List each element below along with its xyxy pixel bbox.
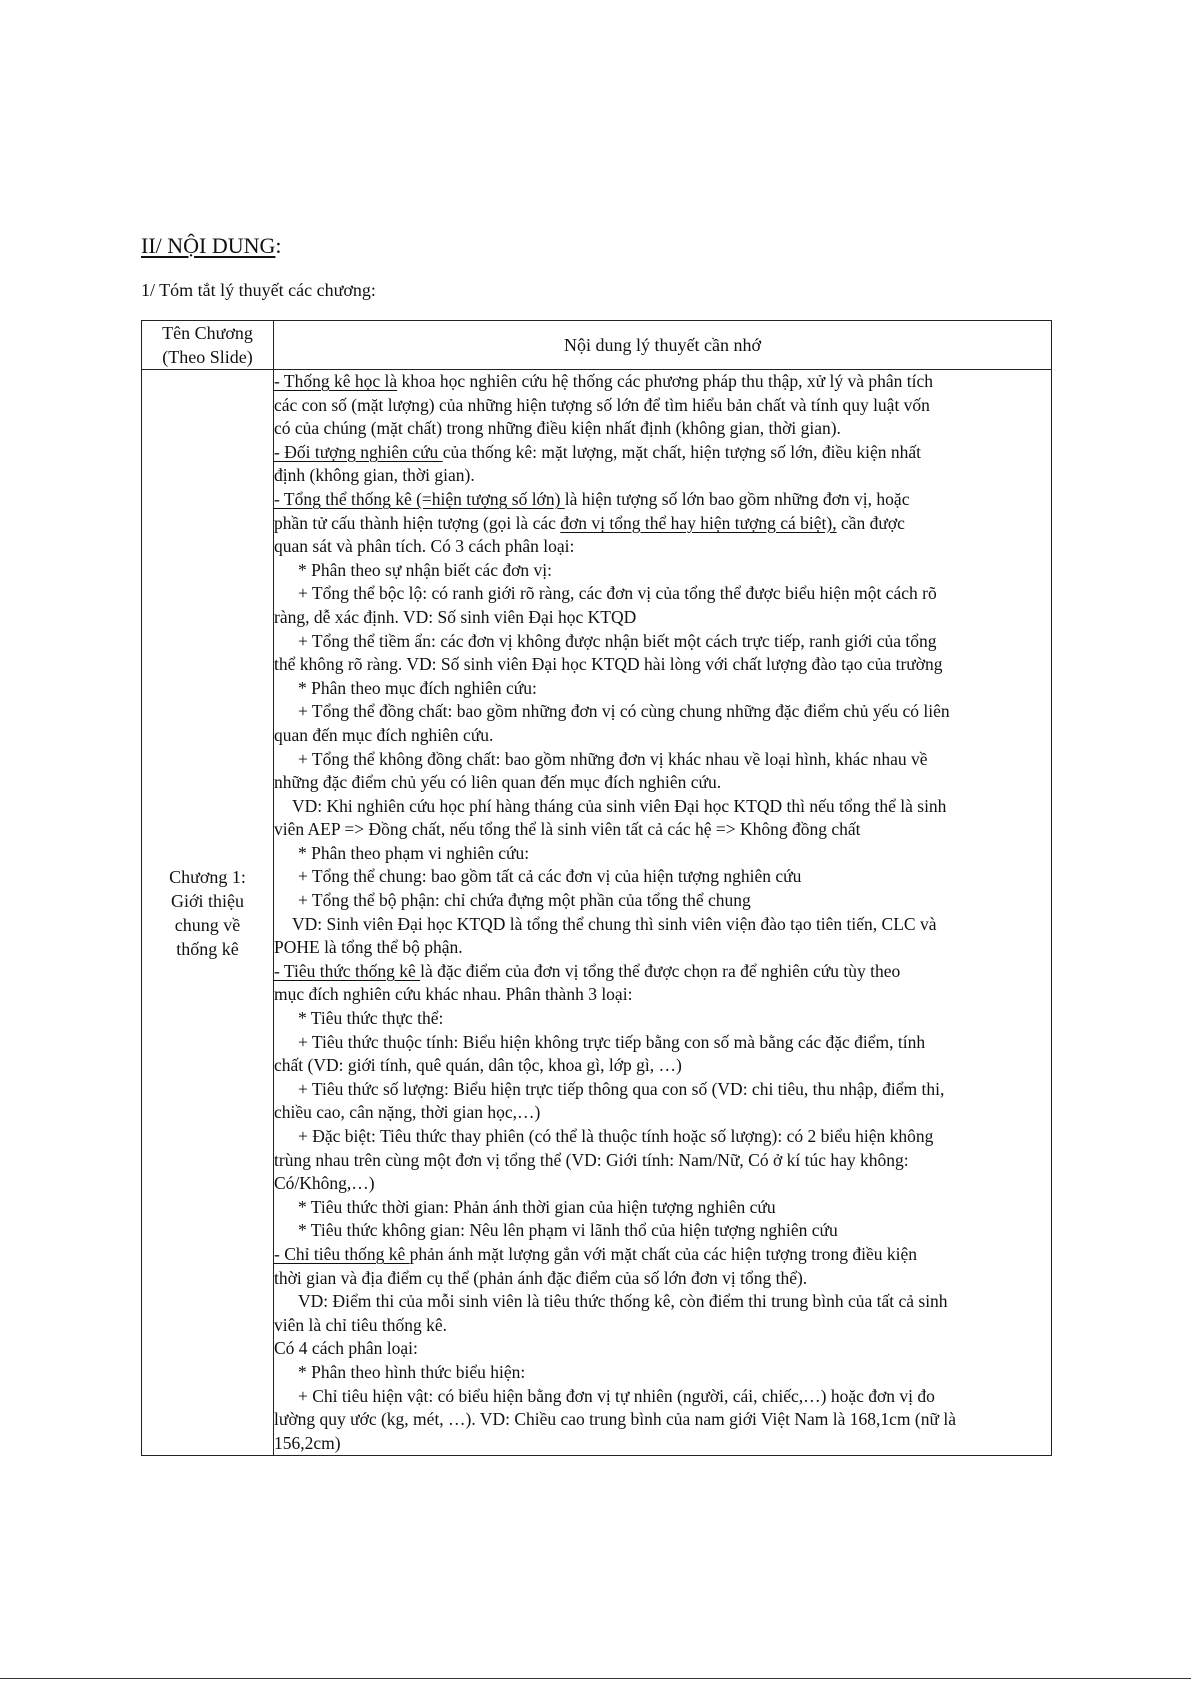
content-line: VD: Khi nghiên cứu học phí hàng tháng của sinh viên Đại học KTQD thì nếu tổng thể là sinh — [292, 795, 947, 816]
table-row — [142, 370, 1052, 1456]
chapter-line: thống kê — [176, 938, 239, 959]
content-line: + Tổng thể không đồng chất: bao gồm những đơn vị khác nhau về loại hình, khác nhau về — [298, 748, 928, 769]
content-text: phản ánh mặt lượng gắn với mặt chất của các hiện tượng trong điều kiện — [409, 1243, 918, 1264]
content-text: cần được — [836, 512, 905, 533]
content-line: có của chúng (mặt chất) trong những điều kiện nhất định (không gian, thời gian). — [274, 418, 841, 439]
chapter-summary-table — [141, 320, 1052, 1456]
section-heading — [141, 233, 282, 259]
content-text: của thống kê: mặt lượng, mặt chất, hiện tượng số lớn, điều kiện nhất — [442, 441, 921, 462]
content-line — [274, 370, 1051, 394]
content-line: + Chỉ tiêu hiện vật: có biểu hiện bằng đơn vị tự nhiên (người, cái, chiếc,…) hoặc đơn vị đo — [298, 1385, 935, 1406]
content-line: + Tiêu thức số lượng: Biểu hiện trực tiếp thông qua con số (VD: chi tiêu, thu nhập, điểm thi, — [298, 1078, 945, 1099]
content-line: các con số (mặt lượng) của những hiện tượng số lớn để tìm hiểu bản chất và tính quy luật vốn — [274, 394, 930, 415]
content-line: + Tổng thể bộ phận: chỉ chứa đựng một phần của tổng thể chung — [298, 890, 751, 911]
chapter-line: Giới thiệu — [170, 890, 244, 911]
term-don-vi-tong-the: đơn vị tổng thể hay hiện tượng cá biệt), — [560, 512, 837, 533]
content-line: những đặc điểm chủ yếu có liên quan đến mục đích nghiên cứu. — [274, 772, 722, 793]
content-line: POHE là tổng thể bộ phận. — [274, 937, 463, 958]
content-line: lường quy ước (kg, mét, …). VD: Chiều cao trung bình của nam giới Việt Nam là 168,1cm (nữ là — [274, 1409, 956, 1430]
content-line — [274, 512, 1051, 536]
chapter-line: Chương 1: — [169, 866, 246, 887]
content-line — [274, 441, 1051, 465]
content-line: * Tiêu thức thời gian: Phản ánh thời gian của hiện tượng nghiên cứu — [298, 1196, 776, 1217]
content-line: thể không rõ ràng. VD: Số sinh viên Đại học KTQD hài lòng với chất lượng đào tạo của trường — [274, 654, 943, 675]
term-chi-tieu: - Chỉ tiêu thống kê — [274, 1243, 410, 1264]
content-line: * Tiêu thức không gian: Nêu lên phạm vi lãnh thổ của hiện tượng nghiên cứu — [298, 1220, 838, 1241]
content-text: khoa học nghiên cứu hệ thống các phương pháp thu thập, xử lý và phân tích — [397, 371, 933, 391]
content-line: + Tiêu thức thuộc tính: Biểu hiện không trực tiếp bằng con số mà bằng các đặc điểm, tính — [298, 1031, 926, 1052]
content-line: viên là chỉ tiêu thống kê. — [274, 1314, 448, 1335]
chapter-line: chung về — [174, 914, 241, 935]
content-line: viên AEP => Đồng chất, nếu tổng thể là sinh viên tất cả các hệ => Không đồng chất — [274, 819, 861, 840]
content-line: + Tổng thể tiềm ẩn: các đơn vị không được nhận biết một cách trực tiếp, ranh giới của tổng — [298, 630, 937, 651]
term-tong-the: - Tổng thể thống kê (=hiện tượng số lớn) — [274, 488, 565, 509]
content-line: 156,2cm) — [274, 1432, 341, 1453]
content-line — [274, 1243, 1051, 1267]
content-text: là đặc điểm của đơn vị tổng thể được chọn ra để nghiên cứu tùy theo — [420, 960, 901, 981]
content-line: VD: Điểm thi của mỗi sinh viên là tiêu thức thống kê, còn điểm thi trung bình của tất cả sinh — [298, 1291, 948, 1312]
content-text: phần tử cấu thành hiện tượng (gọi là các — [274, 512, 561, 533]
content-line: thời gian và địa điểm cụ thể (phản ánh đặc điểm của số lớn đơn vị tổng thể). — [274, 1267, 808, 1288]
content-line: quan đến mục đích nghiên cứu. — [274, 724, 494, 745]
content-cell — [274, 370, 1052, 1456]
content-text: là hiện tượng số lớn bao gồm những đơn vị, hoặc — [564, 488, 910, 509]
header-chapter-name-line2: (Theo Slide) — [162, 347, 253, 367]
content-line: VD: Sinh viên Đại học KTQD là tổng thể chung thì sinh viên viện đào tạo tiên tiến, CLC và — [292, 913, 937, 934]
content-line: định (không gian, thời gian). — [274, 465, 475, 486]
content-line: + Đặc biệt: Tiêu thức thay phiên (có thể là thuộc tính hoặc số lượng): có 2 biểu hiện không — [298, 1126, 934, 1146]
header-content: Nội dung lý thuyết cần nhớ — [274, 321, 1052, 370]
content-line: mục đích nghiên cứu khác nhau. Phân thành 3 loại: — [274, 984, 633, 1005]
content-line: ràng, dễ xác định. VD: Số sinh viên Đại học KTQD — [274, 606, 637, 627]
chapter-cell — [142, 370, 274, 1456]
section-heading-colon: : — [275, 233, 282, 258]
subsection-heading: 1/ Tóm tắt lý thuyết các chương: — [141, 280, 376, 300]
section-heading-text: II/ NỘI DUNG — [141, 233, 276, 258]
content-line: + Tổng thể bộc lộ: có ranh giới rõ ràng, các đơn vị của tổng thể được biểu hiện một cách rõ — [298, 583, 937, 604]
content-line — [274, 960, 1051, 984]
content-line: * Phân theo sự nhận biết các đơn vị: — [298, 559, 552, 580]
header-chapter-name-line1: Tên Chương — [162, 323, 253, 343]
content-line — [274, 488, 1051, 512]
content-line: * Phân theo hình thức biểu hiện: — [298, 1361, 526, 1382]
content-line: + Tổng thể chung: bao gồm tất cả các đơn vị của hiện tượng nghiên cứu — [298, 866, 802, 887]
footer-divider — [0, 1678, 1191, 1679]
header-chapter-name — [142, 321, 274, 370]
table-header-row — [142, 321, 1052, 370]
content-line: * Tiêu thức thực thể: — [298, 1008, 444, 1029]
term-tieu-thuc: - Tiêu thức thống kê — [274, 960, 421, 981]
content-line: chất (VD: giới tính, quê quán, dân tộc, khoa gì, lớp gì, …) — [274, 1055, 682, 1076]
term-thong-ke-hoc: - Thống kê học là — [274, 371, 398, 391]
term-doi-tuong: - Đối tượng nghiên cứu — [274, 441, 443, 462]
content-line: * Phân theo phạm vi nghiên cứu: — [298, 842, 530, 863]
content-line: Có/Không,…) — [274, 1173, 375, 1194]
content-line: Có 4 cách phân loại: — [274, 1338, 418, 1359]
content-line: trùng nhau trên cùng một đơn vị tổng thể (VD: Giới tính: Nam/Nữ, Có ở kí túc hay không: — [274, 1149, 909, 1170]
content-line: chiều cao, cân nặng, thời gian học,…) — [274, 1102, 541, 1123]
content-line: + Tổng thể đồng chất: bao gồm những đơn vị có cùng chung những đặc điểm chủ yếu có liên — [298, 701, 950, 722]
content-line: * Phân theo mục đích nghiên cứu: — [298, 677, 537, 698]
content-line: quan sát và phân tích. Có 3 cách phân loại: — [274, 536, 575, 557]
